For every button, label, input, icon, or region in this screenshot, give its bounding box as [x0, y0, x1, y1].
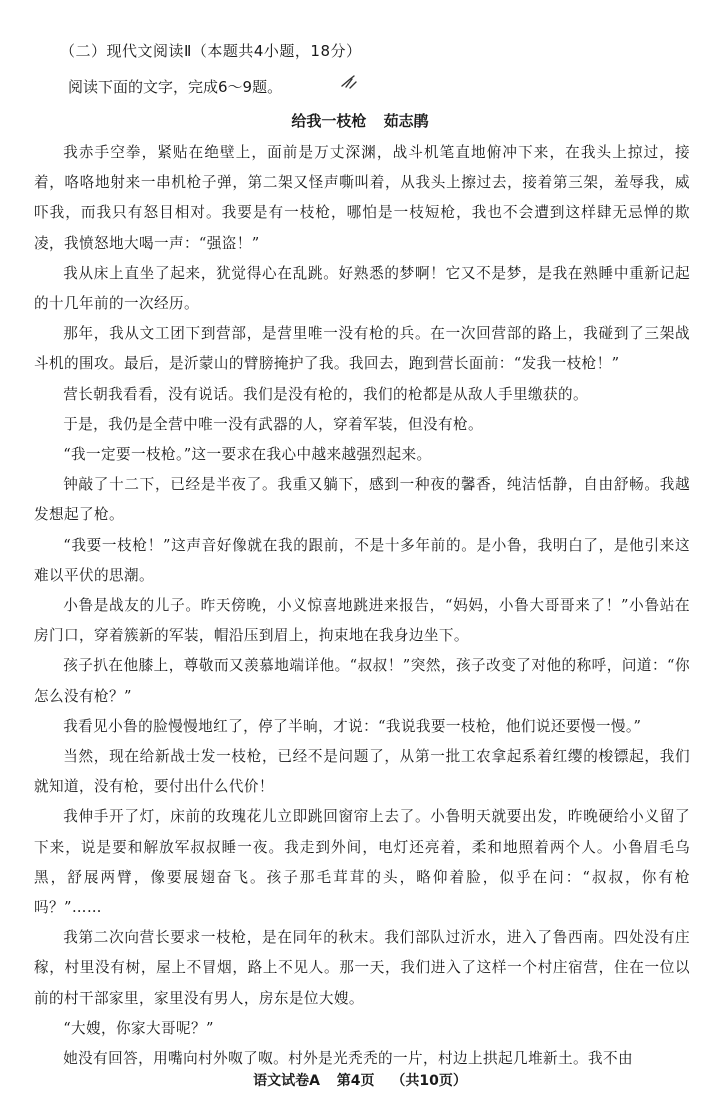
paragraph: 孩子扒在他膝上，尊敬而又羡慕地端详他。“叔叔！”突然，孩子改变了对他的称呼，问道：“你怎么没有枪？”: [34, 657, 690, 705]
paragraph: “我要一枝枪！”这声音好像就在我的跟前，不是十多年前的。是小鲁，我明白了，是他引来这难以平伏的思潮。: [34, 536, 690, 584]
paragraph: “我一定要一枝枪。”这一要求在我心中越来越强烈起来。: [63, 446, 432, 464]
reading-instruction: 阅读下面的文字，完成6～9题。: [68, 78, 283, 96]
paragraph: 营长朝我看看，没有说话。我们是没有枪的，我们的枪都是从敌人手里缴获的。: [63, 385, 588, 403]
passage-title-line: [0, 110, 720, 131]
paragraph: 我第二次向营长要求一枝枪，是在同年的秋末。我们部队过沂水，进入了鲁西南。四处没有庄稼，村里没有树，屋上不冒烟，路上不见人。那一天，我们进入了这样一个村庄宿营，住在一位以前的村干部家里，家里没有男人，房东是位大嫂。: [34, 929, 690, 1007]
paragraph: 我伸手开了灯，床前的玫瑰花儿立即跳回窗帘上去了。小鲁明天就要出发，昨晚硬给小义留了下来，说是要和解放军叔叔睡一夜。我走到外间，电灯还亮着，柔和地照着两个人。小鲁眉毛乌黑，舒展两臂，像要展翅奋飞。孩子那毛茸茸的头，略仰着脸，似乎在问：“叔叔，你有枪吗？”……: [34, 808, 690, 917]
pen-mark-icon: [340, 74, 358, 90]
paragraph: 我赤手空拳，紧贴在绝壁上，面前是万丈深渊，战斗机笔直地俯冲下来，在我头上掠过，接着，咯咯地射来一串机枪子弹，第二架又怪声嘶叫着，从我头上擦过去，接着第三架，羞辱我，威吓我，而我只有怒目相对。我要是有一枝枪，哪怕是一枝短枪，我也不会遭到这样肆无忌惮的欺凌，我愤怒地大喝一声：“强盗！”: [34, 144, 690, 252]
footer-page-total: （共10页）: [391, 1073, 467, 1089]
paragraph: 当然，现在给新战士发一枝枪，已经不是问题了，从第一批工农拿起系着红缨的梭镖起，我们就知道，没有枪，要付出什么代价！: [34, 748, 690, 796]
paragraph: 于是，我仍是全营中唯一没有武器的人，穿着军装，但没有枪。: [63, 415, 484, 433]
section-header: （二）现代文阅读Ⅱ（本题共4小题，18分）: [60, 42, 362, 60]
passage-author: 茹志鹃: [383, 112, 429, 130]
paragraph: 她没有回答，用嘴向村外呶了呶。村外是光秃秃的一片，村边上拱起几堆新土。我不由: [63, 1050, 633, 1068]
page-footer: [0, 1070, 720, 1090]
footer-exam-name: 语文试卷A: [253, 1073, 320, 1089]
passage-title: 给我一枝枪: [291, 112, 367, 130]
passage-body: [34, 138, 690, 1074]
footer-page-number: 第4页: [336, 1073, 375, 1089]
paragraph: 钟敲了十二下，已经是半夜了。我重又躺下，感到一种夜的馨香，纯洁恬静，自由舒畅。我越发想起了枪。: [34, 476, 690, 524]
paragraph: 小鲁是战友的儿子。昨天傍晚，小义惊喜地跳进来报告，“妈妈，小鲁大哥哥来了！”小鲁站在房门口，穿着簇新的军装，帽沿压到眉上，拘束地在我身边坐下。: [34, 597, 690, 645]
paragraph: 那年，我从文工团下到营部，是营里唯一没有枪的兵。在一次回营部的路上，我碰到了三架战斗机的围攻。最后，是沂蒙山的臂膀掩护了我。我回去，跑到营长面前：“发我一枝枪！”: [34, 325, 690, 373]
paragraph: 我从床上直坐了起来，犹觉得心在乱跳。好熟悉的梦啊！它又不是梦，是我在熟睡中重新记起的十几年前的一次经历。: [34, 264, 690, 313]
paragraph: “大嫂，你家大哥呢？”: [63, 1019, 214, 1037]
paragraph: 我看见小鲁的脸慢慢地红了，停了半晌，才说：“我说我要一枝枪，他们说还要慢一慢。”: [63, 717, 642, 735]
